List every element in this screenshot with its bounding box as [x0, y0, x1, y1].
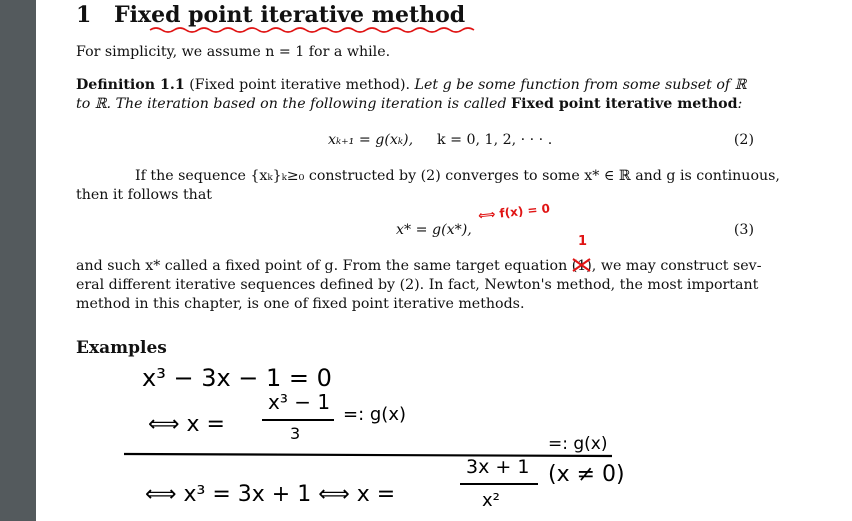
red-note-f-equals-zero: ⟺ f(x) = 0	[477, 201, 551, 223]
examples-heading: Examples	[76, 338, 167, 358]
equation-2-lhs: xₖ₊₁ = g(xₖ),	[328, 132, 414, 148]
definition-term: Fixed point iterative method	[511, 96, 738, 112]
handwritten-line-3-prefix: ⟺ x³ = 3x + 1 ⟺ x =	[145, 482, 396, 507]
equation-2-range: k = 0, 1, 2, · · · .	[437, 132, 553, 148]
handwritten-line-2-numerator: x³ − 1	[268, 390, 331, 414]
handwritten-line-3-denominator: x²	[482, 490, 500, 511]
handwritten-line-3-numerator: 3x + 1	[466, 456, 530, 478]
paragraph-3-line-3: method in this chapter, is one of fixed point iterative methods.	[76, 296, 525, 312]
handwritten-line-3-suffix: =: g(x)	[548, 434, 608, 454]
paragraph-2-line-2: then it follows that	[76, 187, 212, 203]
handwritten-line-3-condition: (x ≠ 0)	[548, 462, 625, 487]
red-cross-mark	[573, 259, 590, 271]
handwritten-line-2-suffix: =: g(x)	[343, 404, 406, 425]
red-correction-one: 1	[578, 234, 588, 249]
definition-name: (Fixed point iterative method).	[189, 77, 411, 93]
definition-text-2: to ℝ. The iteration based on the following iteration is called	[76, 96, 507, 112]
definition-text-1: Let g be some function from some subset of ℝ	[414, 77, 747, 93]
red-squiggle-underline	[150, 28, 474, 32]
section-title-text: Fixed point iterative method	[114, 2, 466, 28]
definition-label: Definition 1.1	[76, 77, 185, 93]
handwritten-line-2-prefix: ⟺ x =	[148, 412, 225, 437]
handwritten-equation-1: x³ − 3x − 1 = 0	[142, 364, 332, 392]
equation-3: x* = g(x*),	[396, 222, 472, 238]
section-number: 1	[76, 2, 92, 28]
separator-rule	[124, 454, 612, 456]
paragraph-3-line-2: eral different iterative sequences defined by (2). In fact, Newton's method, the most important	[76, 277, 759, 293]
definition-colon: :	[737, 96, 743, 112]
equation-2-number: (2)	[733, 132, 754, 148]
handwritten-line-2-denominator: 3	[290, 424, 301, 443]
intro-paragraph: For simplicity, we assume n = 1 for a while.	[76, 44, 391, 60]
paragraph-2-line-1: If the sequence {xₖ}ₖ≥₀ constructed by (2) converges to some x* ∈ ℝ and g is continuous,	[135, 168, 780, 184]
equation-3-number: (3)	[733, 222, 754, 238]
paragraph-3-line-1: and such x* called a fixed point of g. From the same target equation (1), we may construct sev-	[76, 258, 762, 274]
